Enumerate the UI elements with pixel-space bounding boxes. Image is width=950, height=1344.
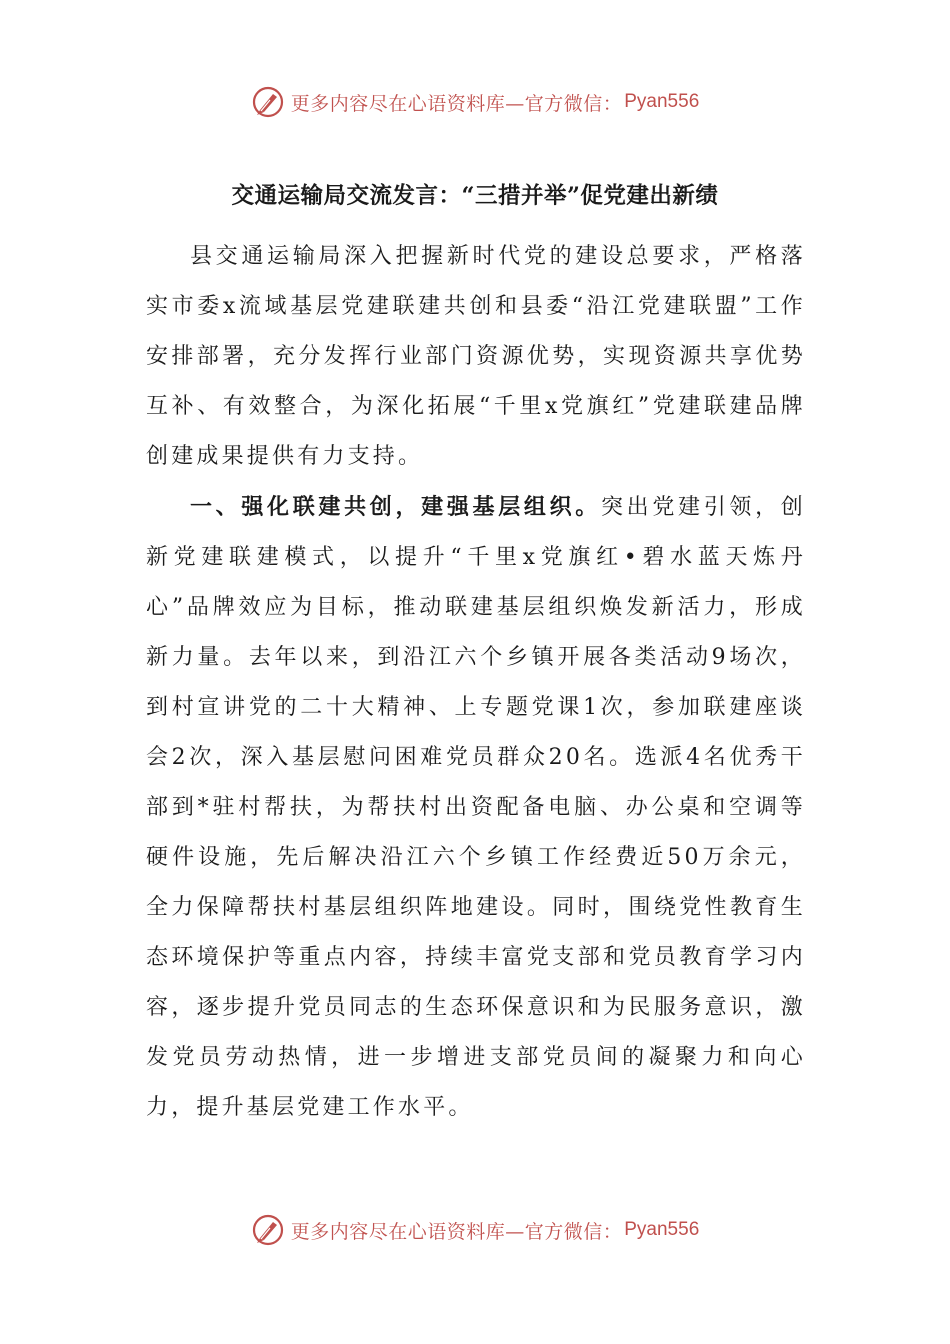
watermark-header (0, 82, 950, 122)
paragraph-section-1 (146, 482, 806, 1133)
pen-nib-logo-icon (251, 1213, 285, 1247)
pen-nib-logo-icon (251, 85, 285, 119)
paragraph-text: 突出党建引领，创新党建联建模式，以提升“千里x党旗红•碧水蓝天炼丹心”品牌效应为目标，推动联建基层组织焕发新活力，形成新力量。去年以来，到沿江六个乡镇开展各类活动9场次，到村宣讲党的二十大精神、上专题党课1次，参加联建座谈会2次，深入基层慰问困难党员群众20名。选派4名优秀干部到*驻村帮扶，为帮扶村出资配备电脑、办公桌和空调等硬件设施，先后解决沿江六个乡镇工作经费近50万余元，全力保障帮扶村基层组织阵地建设。同时，围绕党性教育生态环境保护等重点内容，持续丰富党支部和党员教育学习内容，逐步提升党员同志的生态环保意识和为民服务意识，激发党员劳动热情，进一步增进支部党员间的凝聚力和向心力，提升基层党建工作水平。 (146, 495, 806, 1120)
paragraph-text: 县交通运输局深入把握新时代党的建设总要求，严格落实市委x流域基层党建联建共创和县委“沿江党建联盟”工作安排部署，充分发挥行业部门资源优势，实现资源共享优势互补、有效整合，为深化拓展“千里x党旗红”党建联建品牌创建成果提供有力支持。 (146, 244, 806, 469)
paragraph-intro (146, 232, 806, 482)
watermark-text: 更多内容尽在心语资料库—官方微信： (290, 1220, 623, 1243)
document-body (146, 232, 806, 1133)
watermark-wechat-id: Pyan556 (624, 1219, 700, 1240)
section-heading: 一、强化联建共创，建强基层组织。 (190, 494, 601, 520)
watermark-footer (0, 1210, 950, 1250)
watermark-text: 更多内容尽在心语资料库—官方微信： (290, 92, 623, 115)
watermark-wechat-id: Pyan556 (624, 91, 700, 112)
document-title: 交通运输局交流发言：“三措并举”促党建出新绩 (231, 183, 719, 209)
